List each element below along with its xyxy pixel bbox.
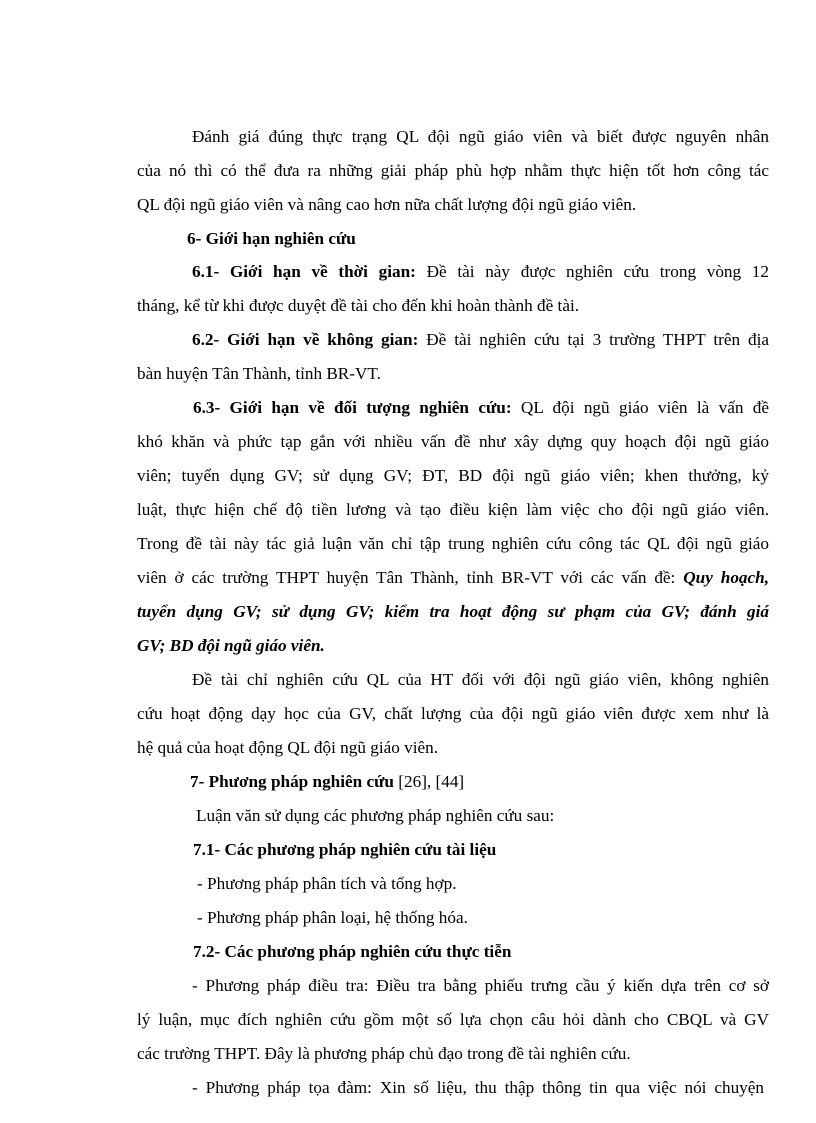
section-heading-7: 7- Phương pháp nghiên cứu [26], [44] <box>190 772 465 791</box>
paragraph-line: tháng, kể từ khi được duyệt đề tài cho đến khi hoàn thành đề tài. <box>137 296 580 315</box>
paragraph-line: lý luận, mục đích nghiên cứu gồm một số lựa chọn câu hỏi dành cho CBQL và GV <box>137 1010 769 1029</box>
subsection-label: 6.3- Giới hạn về đối tượng nghiên cứu: <box>193 398 512 417</box>
subsection-label: 6.1- Giới hạn về thời gian: <box>192 262 416 281</box>
paragraph-line: Luận văn sử dụng các phương pháp nghiên cứu sau: <box>196 806 555 825</box>
subsection-6-2: 6.2- Giới hạn về không gian: Đề tài nghiên cứu tại 3 trường THPT trên địa <box>192 330 770 349</box>
section-heading-6: 6- Giới hạn nghiên cứu <box>187 229 356 248</box>
paragraph-line: viên ở các trường THPT huyện Tân Thành, tỉnh BR-VT với các vấn đề: Quy hoạch, <box>137 568 769 587</box>
subsection-6-1: 6.1- Giới hạn về thời gian: Đề tài này được nghiên cứu trong vòng 12 <box>192 262 769 281</box>
paragraph-line: QL đội ngũ giáo viên và nâng cao hơn nữa chất lượng đội ngũ giáo viên. <box>137 195 637 214</box>
list-item: - Phương pháp phân loại, hệ thống hóa. <box>197 908 468 927</box>
paragraph-line: khó khăn và phức tạp gắn với nhiều vấn đề như xây dựng quy hoạch đội ngũ giáo <box>137 432 769 451</box>
list-item: - Phương pháp phân tích và tổng hợp. <box>197 874 457 893</box>
paragraph-line: Trong đề tài này tác giả luận văn chỉ tập trung nghiên cứu công tác QL đội ngũ giáo <box>137 534 769 553</box>
paragraph-line: Đề tài chỉ nghiên cứu QL của HT đối với đội ngũ giáo viên, không nghiên <box>192 670 769 689</box>
paragraph-line: cứu hoạt động dạy học của GV, chất lượng của đội ngũ giáo viên được xem như là <box>137 704 769 723</box>
subsection-heading-7-2: 7.2- Các phương pháp nghiên cứu thực tiễn <box>193 942 512 961</box>
paragraph-line: Đánh giá đúng thực trạng QL đội ngũ giáo viên và biết được nguyên nhân <box>192 127 769 146</box>
paragraph-line: hệ quả của hoạt động QL đội ngũ giáo viên. <box>137 738 439 757</box>
subsection-6-3: 6.3- Giới hạn về đối tượng nghiên cứu: QL đội ngũ giáo viên là vấn đề <box>193 398 769 417</box>
subsection-label: 6.2- Giới hạn về không gian: <box>192 330 419 349</box>
paragraph-line: viên; tuyển dụng GV; sử dụng GV; ĐT, BD đội ngũ giáo viên; khen thưởng, kỷ <box>137 466 769 485</box>
paragraph-line: - Phương pháp tọa đàm: Xin số liệu, thu thập thông tin qua việc nói chuyện <box>192 1078 764 1097</box>
subsection-heading-7-1: 7.1- Các phương pháp nghiên cứu tài liệu <box>193 840 497 859</box>
emphasis-line: tuyển dụng GV; sử dụng GV; kiểm tra hoạt động sư phạm của GV; đánh giá <box>137 602 769 621</box>
emphasis-line: GV; BD đội ngũ giáo viên. <box>137 636 325 655</box>
paragraph-line: luật, thực hiện chế độ tiền lương và tạo điều kiện làm việc cho đội ngũ giáo viên. <box>137 500 769 519</box>
paragraph-line: bàn huyện Tân Thành, tỉnh BR-VT. <box>137 364 381 383</box>
paragraph-line: - Phương pháp điều tra: Điều tra bằng phiếu trưng cầu ý kiến dựa trên cơ sở <box>192 976 769 995</box>
paragraph-line: của nó thì có thể đưa ra những giải pháp phù hợp nhằm thực hiện tốt hơn công tác <box>137 161 769 180</box>
paragraph-line: các trường THPT. Đây là phương pháp chủ đạo trong đề tài nghiên cứu. <box>137 1044 631 1063</box>
